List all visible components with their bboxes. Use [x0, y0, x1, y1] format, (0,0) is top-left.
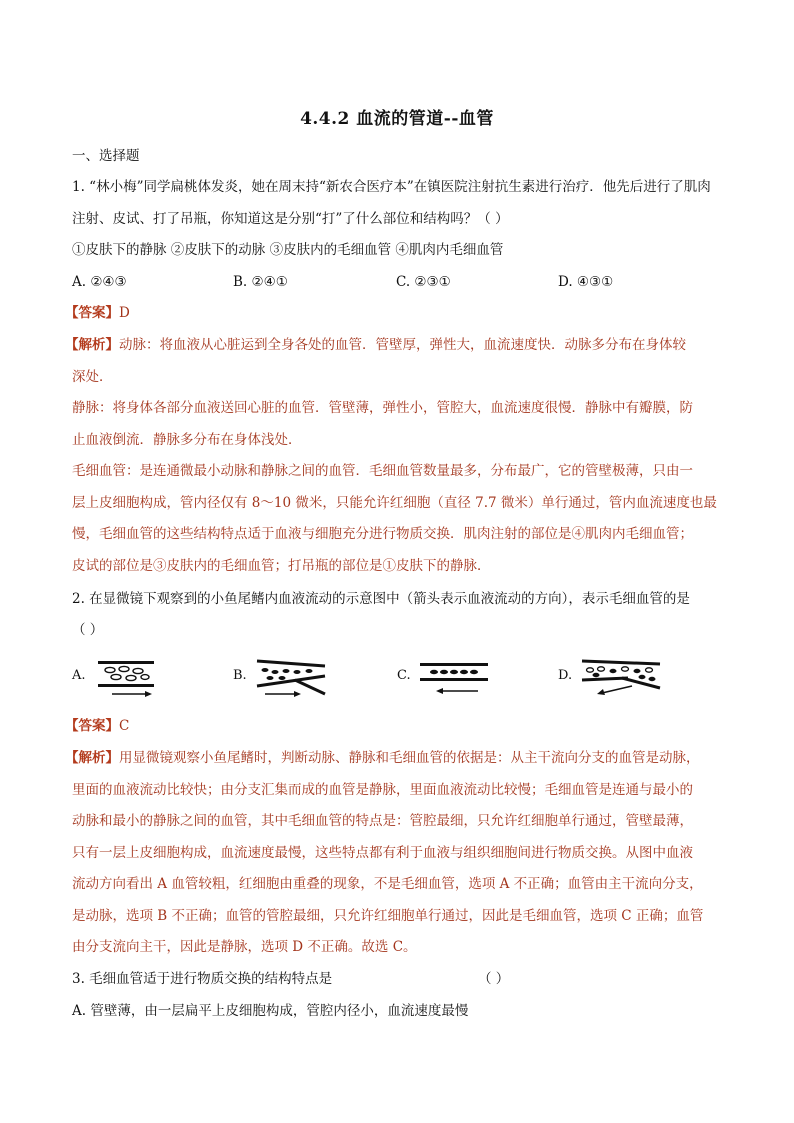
q2-answer [65, 716, 129, 736]
q1-analysis-line-5: 毛细血管：是连通微最小动脉和静脉之间的血管．毛细血管数量最多，分布最广，它的管壁极薄，只由一 [72, 463, 693, 479]
q3-answer-paren: （ ） [478, 971, 510, 987]
q1-analysis-line-8: 皮试的部位是③皮肤内的毛细血管；打吊瓶的部位是①皮肤下的静脉． [72, 558, 491, 574]
q1-option-d: D. ④③① [558, 274, 614, 290]
q1-answer [65, 303, 130, 323]
q1-analysis-line-1 [65, 335, 686, 355]
q2-figure-c-vessel [418, 656, 490, 698]
answer-value: C [119, 718, 130, 734]
q1-option-a: A. ②④③ [72, 274, 127, 290]
q2-figure-label-b: B. [233, 668, 247, 683]
q2-analysis-line-2: 里面的血液流动比较快；由分支汇集而成的血管是静脉，里面血液流动比较慢；毛细血管是连通与最小的 [72, 782, 693, 798]
q3-option-a: A. 管壁薄，由一层扁平上皮细胞构成，管腔内径小，血流速度最慢 [72, 1003, 469, 1019]
q2-figure-d-vessel [580, 656, 662, 698]
q2-stem-line-2: （ ） [72, 622, 104, 638]
q1-option-b: B. ②④① [233, 274, 288, 290]
q2-figure-label-d: D. [558, 668, 573, 683]
answer-value: D [119, 305, 130, 321]
q2-analysis-line-3: 动脉和最小的静脉之间的血管，其中毛细血管的特点是：管腔最细，只允许红细胞单行通过，管壁最薄， [72, 813, 693, 829]
analysis-tag: 【解析】 [65, 337, 119, 353]
q1-analysis-line-2: 深处． [72, 369, 113, 385]
q1-analysis-line-4: 止血液倒流．静脉多分布在身体浅处． [72, 432, 302, 448]
analysis-text: 用显微镜观察小鱼尾鳍时，判断动脉、静脉和毛细血管的依据是：从主干流向分支的血管是动脉， [119, 750, 700, 766]
q2-analysis-line-7: 由分支流向主干，因此是静脉，选项 D 不正确。故选 C。 [72, 939, 417, 955]
q1-analysis-line-6: 层上皮细胞构成，管内径仅有 8～10 微米，只能允许红细胞（直径 7.7 微米）单行通过，管内血流速度也最 [72, 495, 717, 511]
q2-analysis-line-1 [65, 748, 700, 768]
page-title: 4.4.2 血流的管道--血管 [300, 109, 494, 129]
q2-figure-label-a: A. [72, 668, 86, 683]
q1-stem-line-2: 注射、皮试、打了吊瓶，你知道这是分别“打”了什么部位和结构吗？（ ） [72, 211, 509, 227]
q1-analysis-line-7: 慢，毛细血管的这些结构特点适于血液与细胞充分进行物质交换．肌肉注射的部位是④肌肉内毛细血管； [72, 526, 693, 542]
q2-analysis-line-5: 流动方向看出 A 血管较粗，红细胞由重叠的现象，不是毛细血管，选项 A 不正确；血管由主干流向分支， [72, 876, 703, 892]
answer-tag: 【答案】 [65, 718, 119, 734]
q2-stem-line-1: 2. 在显微镜下观察到的小鱼尾鳍内血液流动的示意图中（箭头表示血液流动的方向），表示毛细血管的是 [72, 591, 690, 607]
q1-option-c: C. ②③① [396, 274, 451, 290]
q3-stem: 3. 毛细血管适于进行物质交换的结构特点是 [72, 971, 333, 987]
section-heading: 一、选择题 [72, 148, 140, 164]
analysis-text: 动脉：将血液从心脏运到全身各处的血管．管壁厚，弹性大，血流速度快．动脉多分布在身体较 [119, 337, 686, 353]
q2-analysis-line-4: 只有一层上皮细胞构成，血流速度最慢，这些特点都有利于血液与组织细胞间进行物质交换。从图中血液 [72, 845, 693, 861]
q1-analysis-line-3: 静脉：将身体各部分血液送回心脏的血管．管壁薄，弹性小，管腔大，血流速度很慢．静脉中有瓣膜，防 [72, 400, 693, 416]
q2-analysis-line-6: 是动脉，选项 B 不正确；血管的管腔最细，只允许红细胞单行通过，因此是毛细血管，选项 C 正确；血管 [72, 908, 704, 924]
analysis-tag: 【解析】 [65, 750, 119, 766]
q2-figure-a-vessel [96, 656, 156, 698]
answer-tag: 【答案】 [65, 305, 119, 321]
q2-figure-b-vessel [255, 656, 327, 698]
q1-stem-line-1: 1. “林小梅”同学扁桃体发炎，她在周末持“新农合医疗本”在镇医院注射抗生素进行治疗．他先后进行了肌肉 [72, 179, 711, 195]
q2-figure-label-c: C. [397, 668, 411, 683]
q1-items: ①皮肤下的静脉 ②皮肤下的动脉 ③皮肤内的毛细血管 ④肌肉内毛细血管 [72, 242, 504, 258]
